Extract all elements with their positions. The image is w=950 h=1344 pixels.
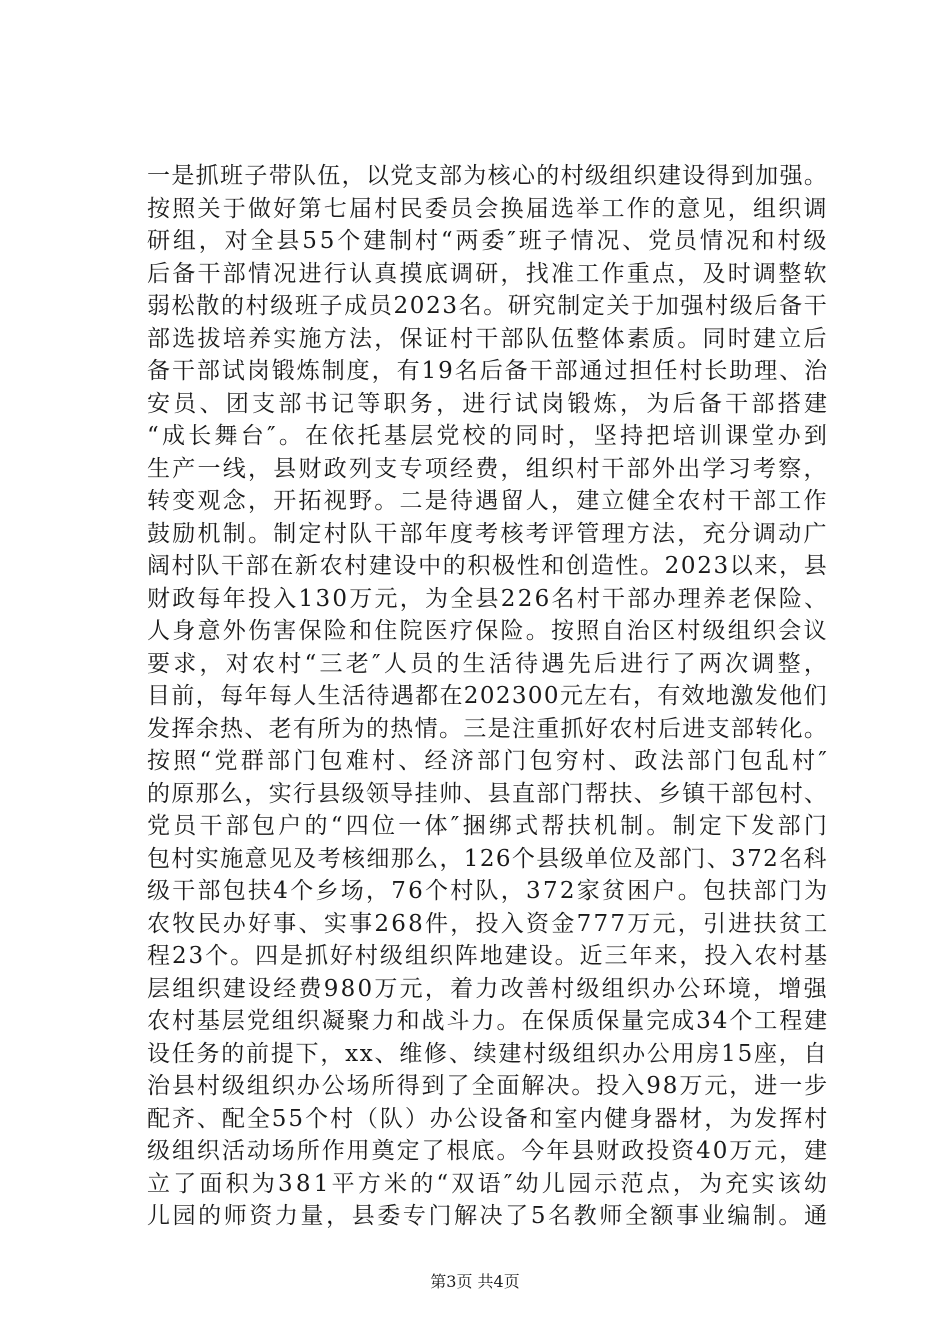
text-line: 包村实施意见及考核细那么，126个县级单位及部门、372名科 [147,845,828,872]
body-text [147,160,831,1233]
text-line: 后备干部情况进行认真摸底调研，找准工作重点，及时调整软 [147,260,829,287]
text-line: 弱松散的村级班子成员2023名。研究制定关于加强村级后备干 [147,293,829,319]
text-line: 党员干部包户的“四位一体″捆绑式帮扶机制。制定下发部门 [147,813,831,839]
page-footer: 第3页 共4页 [430,1272,520,1291]
text-line: 按照关于做好第七届村民委员会换届选举工作的意见，组织调 [147,195,829,222]
text-line: 研组，对全县55个建制村“两委″班子情况、党员情况和村级 [147,228,830,254]
text-line: 生产一线，县财政列支专项经费，组织村干部外出学习考察， [147,455,829,482]
text-line: 级干部包扶4个乡场，76个村队，372家贫困户。包扶部门为 [147,878,830,904]
text-line: 部选拔培养实施方法，保证村干部队伍整体素质。同时建立后 [147,325,829,352]
text-line: 设任务的前提下，xx、维修、续建村级组织办公用房15座，自 [147,1040,829,1067]
text-line: 程23个。四是抓好村级组织阵地建设。近三年来，投入农村基 [147,943,830,969]
text-line: 备干部试岗锻炼制度，有19名后备干部通过担任村长助理、治 [147,358,830,384]
text-line: 治县村级组织办公场所得到了全面解决。投入98万元，进一步 [147,1073,830,1099]
text-line: 要求，对农村“三老″人员的生活待遇先后进行了两次调整， [147,650,831,677]
text-line: 的原那么，实行县级领导挂帅、县直部门帮扶、乡镇干部包村、 [147,780,829,807]
text-line: 按照“党群部门包难村、经济部门包穷村、政法部门包乱村″ [147,748,831,774]
text-line: 阔村队干部在新农村建设中的积极性和创造性。2023以来，县 [147,553,829,579]
text-line: 儿园的师资力量，县委专门解决了5名教师全额事业编制。通 [147,1203,830,1229]
text-line: 级组织活动场所作用奠定了根底。今年县财政投资40万元，建 [147,1138,830,1164]
text-line: 鼓励机制。制定村队干部年度考核考评管理方法，充分调动广 [147,520,829,547]
text-line: 转变观念，开拓视野。二是待遇留人，建立健全农村干部工作 [147,488,829,514]
text-line: 配齐、配全55个村（队）办公设备和室内健身器材，为发挥村 [147,1105,830,1132]
text-line: 农牧民办好事、实事268件，投入资金777万元，引进扶贫工 [147,910,830,937]
text-line: 农村基层党组织凝聚力和战斗力。在保质保量完成34个工程建 [147,1008,830,1034]
text-line: 目前，每年每人生活待遇都在202300元左右，有效地激发他们 [147,683,828,709]
text-line: 层组织建设经费980万元，着力改善村级组织办公环境，增强 [147,975,829,1002]
text-line: 安员、团支部书记等职务，进行试岗锻炼，为后备干部搭建 [147,390,831,417]
text-line: 发挥余热、老有所为的热情。三是注重抓好农村后进支部转化。 [147,715,829,742]
text-line: “成长舞台″。在依托基层党校的同时，坚持把培训课堂办到 [147,423,831,449]
text-line: 财政每年投入130万元，为全县226名村干部办理养老保险、 [147,585,830,612]
text-line: 立了面积为381平方米的“双语″幼儿园示范点，为充实该幼 [147,1170,831,1197]
text-line: 人身意外伤害保险和住院医疗保险。按照自治区村级组织会议 [147,618,829,644]
text-line: 一是抓班子带队伍，以党支部为核心的村级组织建设得到加强。 [147,163,829,189]
